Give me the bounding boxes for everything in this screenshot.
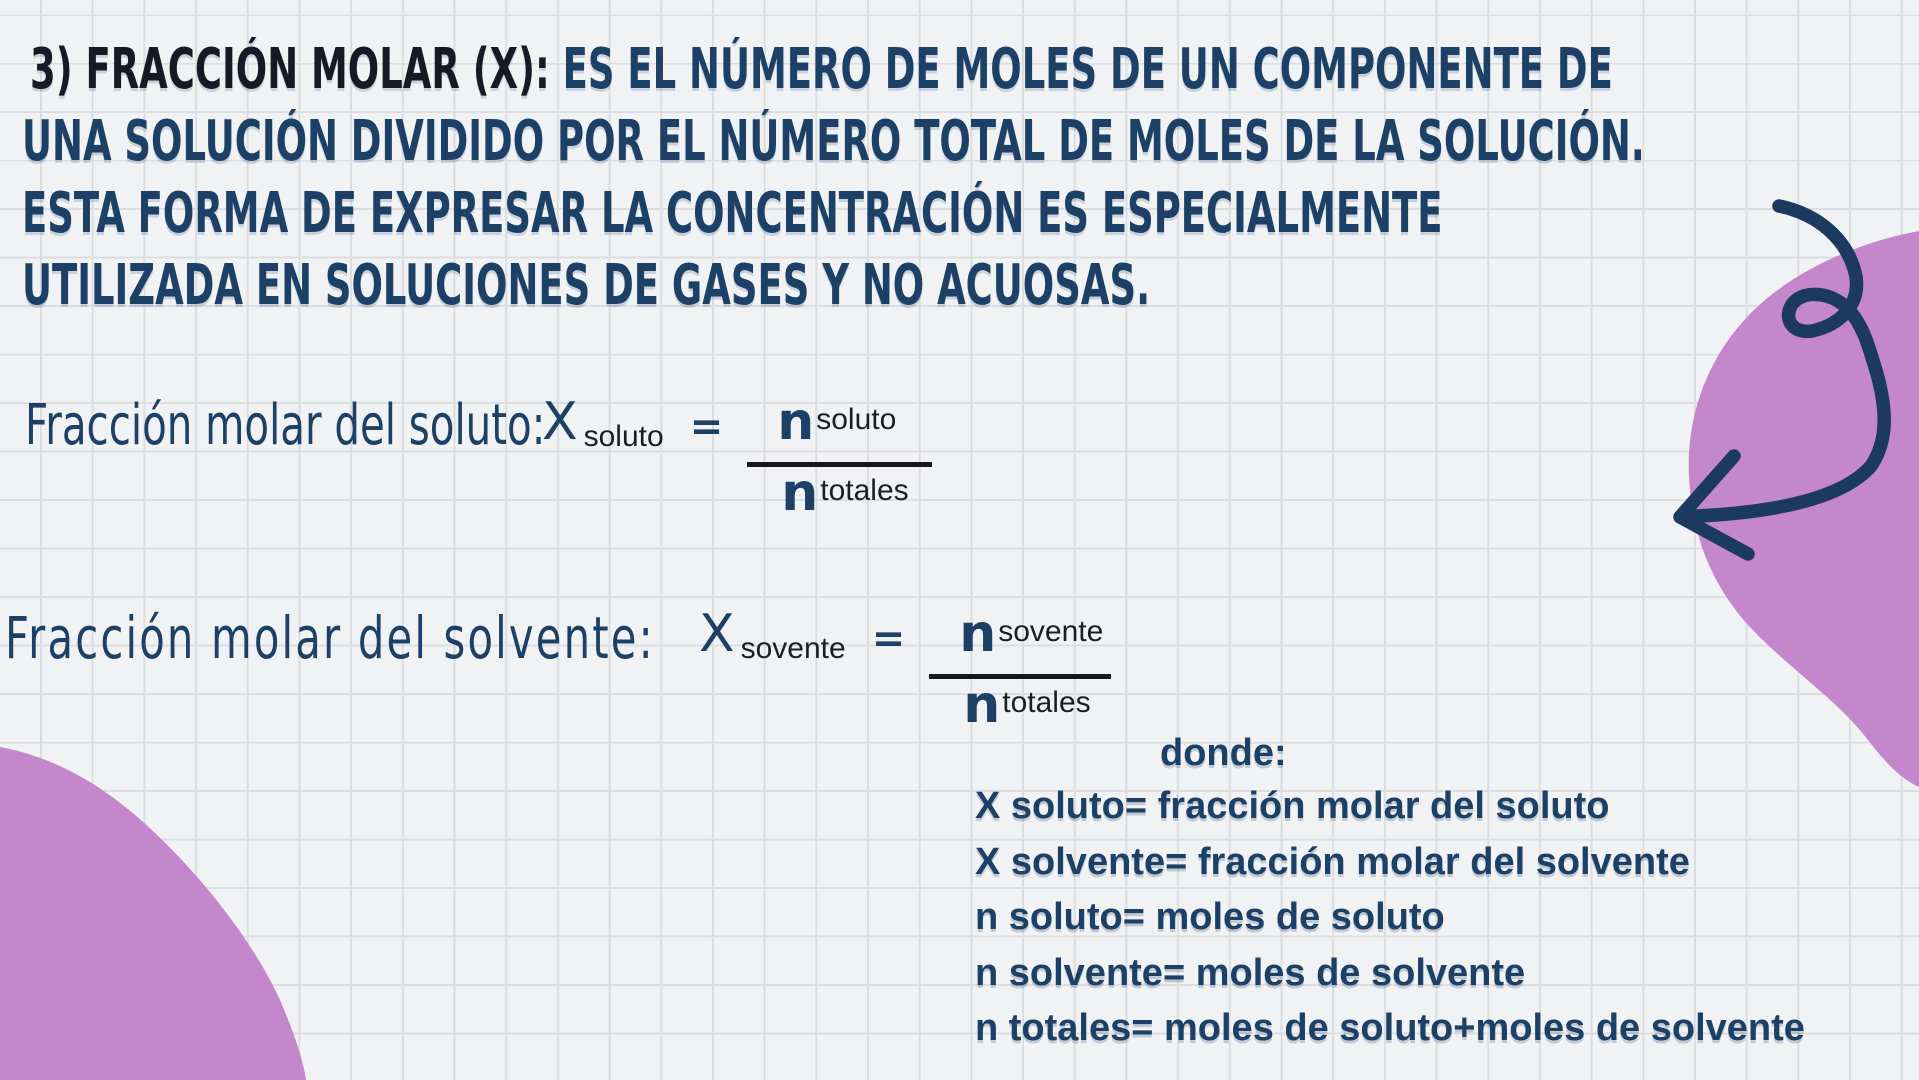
solvent-numerator-label: sovente [998, 615, 1104, 648]
mole-fraction-solute-formula [25, 392, 932, 529]
definition-paragraph [22, 34, 1919, 322]
solute-numerator [777, 392, 897, 452]
solvent-fraction [929, 604, 1111, 741]
solute-numerator-symbol: n [777, 392, 815, 452]
solute-fraction [747, 392, 932, 529]
solute-denominator [781, 463, 909, 523]
title-prefix: 3) FRACCIÓN MOLAR (X): [30, 37, 550, 102]
solvent-denominator-symbol: n [963, 675, 1001, 735]
solute-variable-subscript: soluto [583, 420, 664, 453]
legend-heading: donde: [1160, 732, 1287, 774]
variable-legend [975, 727, 1805, 1057]
legend-item-x-solvente: X solvente= fracción molar del solvente [975, 840, 1690, 883]
solvent-numerator [959, 604, 1104, 664]
mole-fraction-solvent-formula [5, 604, 1111, 741]
solute-fraction-bar [747, 462, 932, 467]
solvent-variable-subscript: sovente [740, 632, 846, 665]
solvent-variable-x: X [699, 604, 735, 664]
title-line-1-rest: ES EL NÚMERO DE MOLES DE UN COMPONENTE DE [549, 37, 1613, 102]
solute-variable-x: X [542, 392, 578, 452]
solvent-formula-label: Fracción molar del solvente: [5, 604, 655, 672]
solute-equals-sign: = [689, 404, 724, 450]
solute-formula-label: Fracción molar del soluto: [25, 393, 546, 458]
solvent-numerator-symbol: n [959, 604, 997, 664]
solvent-fraction-bar [929, 674, 1111, 679]
solvent-equals-sign: = [871, 616, 906, 662]
legend-item-n-totales: n totales= moles de soluto+moles de solvente [975, 1007, 1805, 1049]
solvent-denominator [963, 675, 1091, 735]
solute-denominator-label: totales [820, 474, 909, 507]
purple-blob-bottom-left [0, 747, 306, 1080]
title-line-4: UTILIZADA EN SOLUCIONES DE GASES Y NO ACUOSAS. [22, 253, 1151, 318]
solvent-denominator-label: totales [1002, 686, 1091, 719]
legend-item-n-soluto: n soluto= moles de soluto [975, 896, 1445, 938]
title-line-3: ESTA FORMA DE EXPRESAR LA CONCENTRACIÓN ES ESPECIALMENTE [22, 181, 1443, 246]
solute-numerator-label: soluto [816, 403, 897, 436]
title-line-2: UNA SOLUCIÓN DIVIDIDO POR EL NÚMERO TOTAL DE MOLES DE LA SOLUCIÓN. [22, 109, 1645, 174]
legend-item-n-solvente: n solvente= moles de solvente [975, 951, 1526, 994]
legend-item-x-soluto: X soluto= fracción molar del soluto [975, 785, 1610, 827]
title-line-1 [30, 34, 1648, 106]
solute-denominator-symbol: n [781, 463, 819, 523]
